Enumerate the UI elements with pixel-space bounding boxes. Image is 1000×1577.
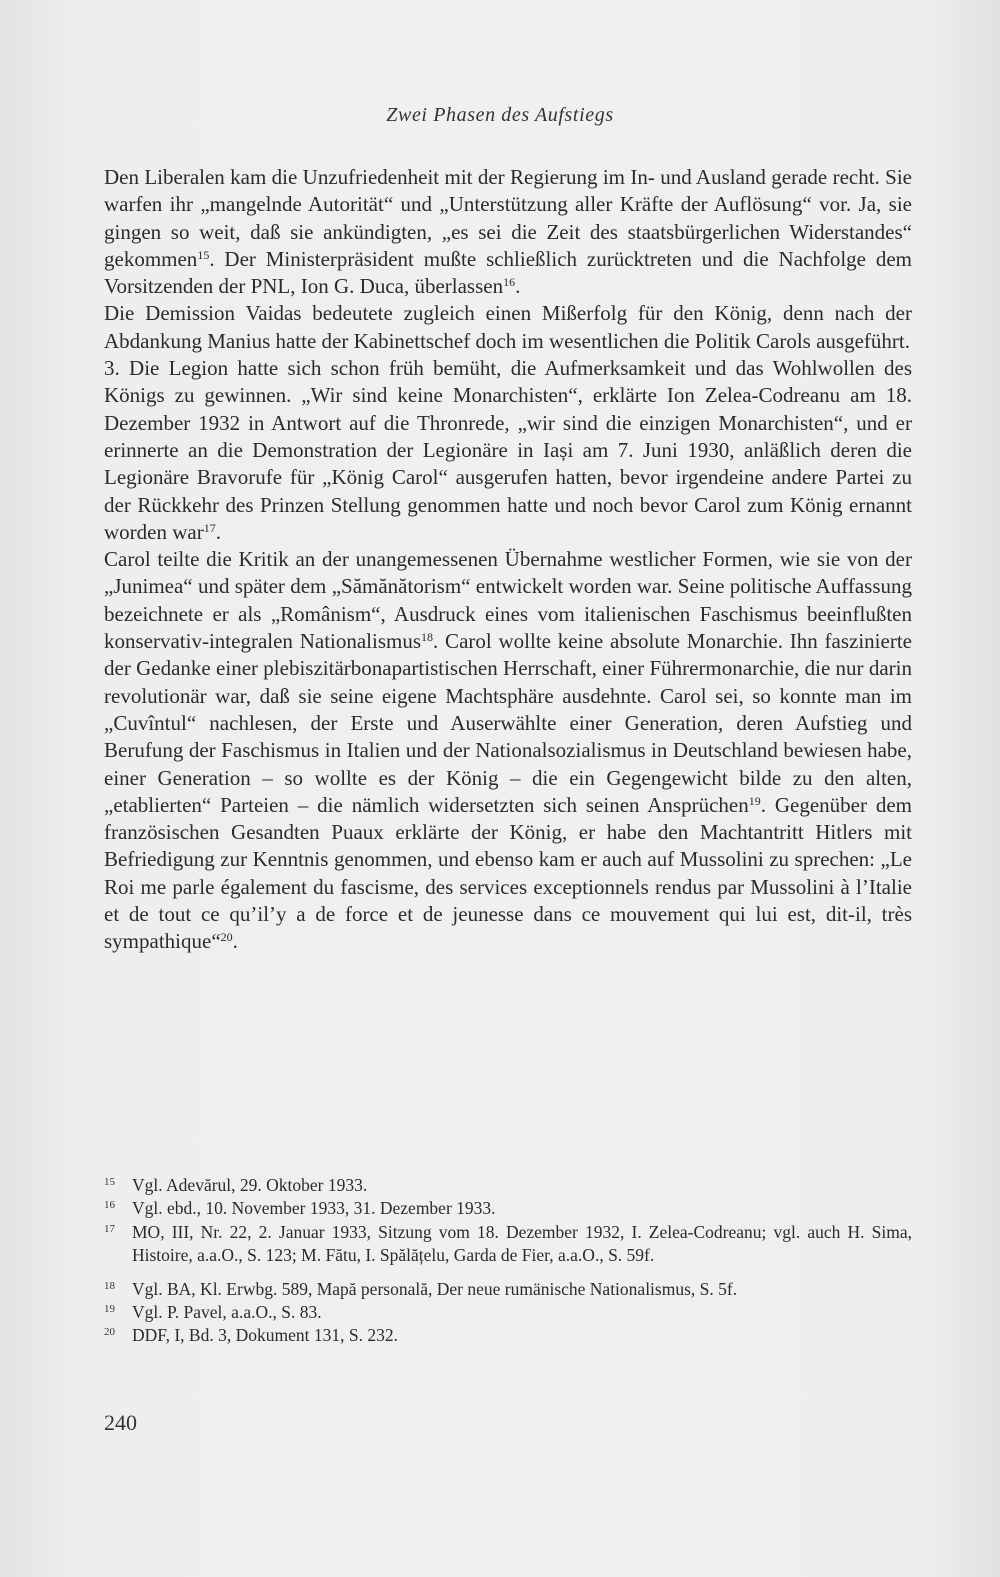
footnote-reference: 15	[197, 247, 210, 262]
footnote-number: 16	[104, 1199, 115, 1212]
footnote	[104, 1278, 912, 1301]
footnote-text: Vgl. BA, Kl. Erwbg. 589, Mapă personală, Der neue rumänische Nationalismus, S. 5f.	[132, 1278, 738, 1299]
footnote-number: 18	[104, 1279, 115, 1292]
running-head: Zwei Phasen des Aufstiegs	[386, 104, 614, 126]
footnote-reference: 17	[203, 520, 216, 535]
footnote-text: Vgl. Adevărul, 29. Oktober 1933.	[132, 1175, 368, 1195]
paragraph	[104, 355, 912, 546]
footnote-number: 17	[104, 1222, 115, 1235]
footnote-text: DDF, I, Bd. 3, Dokument 131, S. 232.	[132, 1325, 398, 1346]
text-run: . Der Ministerpräsident mußte schließlich zurücktreten und die Nachfolge dem Vorsitzenden der PNL, Ion G. Duca, überlassen	[104, 246, 912, 299]
text-run: 3. Die Legion hatte sich schon früh bemüht, die Aufmerksamkeit und das Wohlwollen des Königs zu gewinnen. „Wir sind keine Monarchisten“, erklärte Ion Zelea-Codreanu am 18. Dezember 1932 in Antwort auf die Thronrede, „wir sind die einzigen Monarchisten“, und er erinnerte an die Demonstration der Legionäre in Iași am 7. Juni 1930, anläßlich deren die Legionäre Bravorufe für „König Carol“ ausgerufen hatten, bevor irgendeine andere Partei zu der Rückkehr des Prinzen Stellung genommen hatte und noch bevor Carol zum König ernannt worden war	[104, 356, 912, 544]
paragraph	[104, 164, 912, 300]
footnote-reference: 18	[421, 630, 434, 645]
text-run: .	[215, 519, 221, 544]
footnote-number: 15	[104, 1176, 115, 1188]
text-run: Die Demission Vaidas bedeutete zugleich einen Mißerfolg für den König, denn nach der Abdankung Manius hatte der Kabinettschef doch im wesentlichen die Politik Carols ausgeführt.	[104, 301, 912, 353]
text-run: .	[232, 929, 238, 954]
footnote	[104, 1197, 912, 1220]
footnotes	[104, 1174, 912, 1348]
text-run: .	[515, 274, 521, 299]
footnote-reference: 20	[220, 930, 233, 945]
footnote-text: Vgl. ebd., 10. November 1933, 31. Dezember 1933.	[132, 1198, 496, 1219]
text-run: Carol teilte die Kritik an der unangemessenen Übernahme westlicher Formen, wie sie von der „Junimea“ und später dem „Sămănătorism“ entwickelt worden war. Seine politische Auffassung bezeichnete er als „Românism“, Ausdruck eines vom italienischen Faschismus beeinflußten konservativ-integralen Nationalismus	[104, 547, 912, 654]
footnote-reference: 19	[748, 793, 761, 808]
footnote	[104, 1221, 912, 1268]
page-number: 240	[104, 1410, 137, 1435]
footnote-text: Vgl. P. Pavel, a.a.O., S. 83.	[132, 1302, 322, 1323]
text-run: . Carol wollte keine absolute Monarchie. Ihn faszinierte der Gedanke einer plebiszitärbonapartistischen Herrschaft, einer Führermonarchie, die nur darin revolutionär war, daß sie seine eigene Machtsphäre ausdehnte. Carol sei, so konnte man im „Cuvîntul“ nachlesen, der Erste und Auserwählte einer Generation, deren Aufstieg und Berufung der Faschismus in Italien und der Nationalsozialismus in Deutschland bewiesen habe, einer Generation – so wollte es der König – die ein Gegengewicht bilde zu den alten, „etablierten“ Parteien – die nämlich widersetzten sich seinen Ansprüchen	[104, 629, 912, 817]
footnote	[104, 1174, 912, 1197]
paragraph	[104, 546, 912, 955]
paragraph	[104, 300, 912, 355]
footnote	[104, 1301, 912, 1324]
footnote	[104, 1324, 912, 1347]
footnote-number: 20	[104, 1326, 115, 1339]
text-run: . Gegenüber dem französischen Gesandten Puaux erklärte der König, er habe den Machtantritt Hitlers mit Befriedigung zur Kenntnis genommen, und ebenso kam er auch auf Mussolini zu sprechen: „Le Roi me parle également du fascisme, des services exceptionnels rendus par Mussolini à l’Italie et de tout ce qu’il’y a de force et de jeunesse dans ce mouvement qui lui est, dit-il, très sympathique“	[104, 792, 912, 954]
footnote-number: 19	[104, 1303, 115, 1316]
main-text	[104, 164, 912, 956]
text-run: Den Liberalen kam die Unzufriedenheit mit der Regierung im In- und Ausland gerade recht. Sie warfen ihr „mangelnde Autorität“ und „Unterstützung aller Kräfte der Auflösung“ vor. Ja, sie gingen so weit, daß sie ankündigten, „es sei die Zeit des staatsbürgerlichen Widerstandes“ gekommen	[104, 165, 912, 271]
footnote-reference: 16	[503, 275, 516, 290]
footnote-text: MO, III, Nr. 22, 2. Januar 1933, Sitzung vom 18. Dezember 1932, I. Zelea-Codreanu; vgl. auch H. Sima, Histoire, a.a.O., S. 123; M. Fătu, I. Spălățelu, Garda de Fier, a.a.O., S. 59f.	[132, 1221, 912, 1266]
